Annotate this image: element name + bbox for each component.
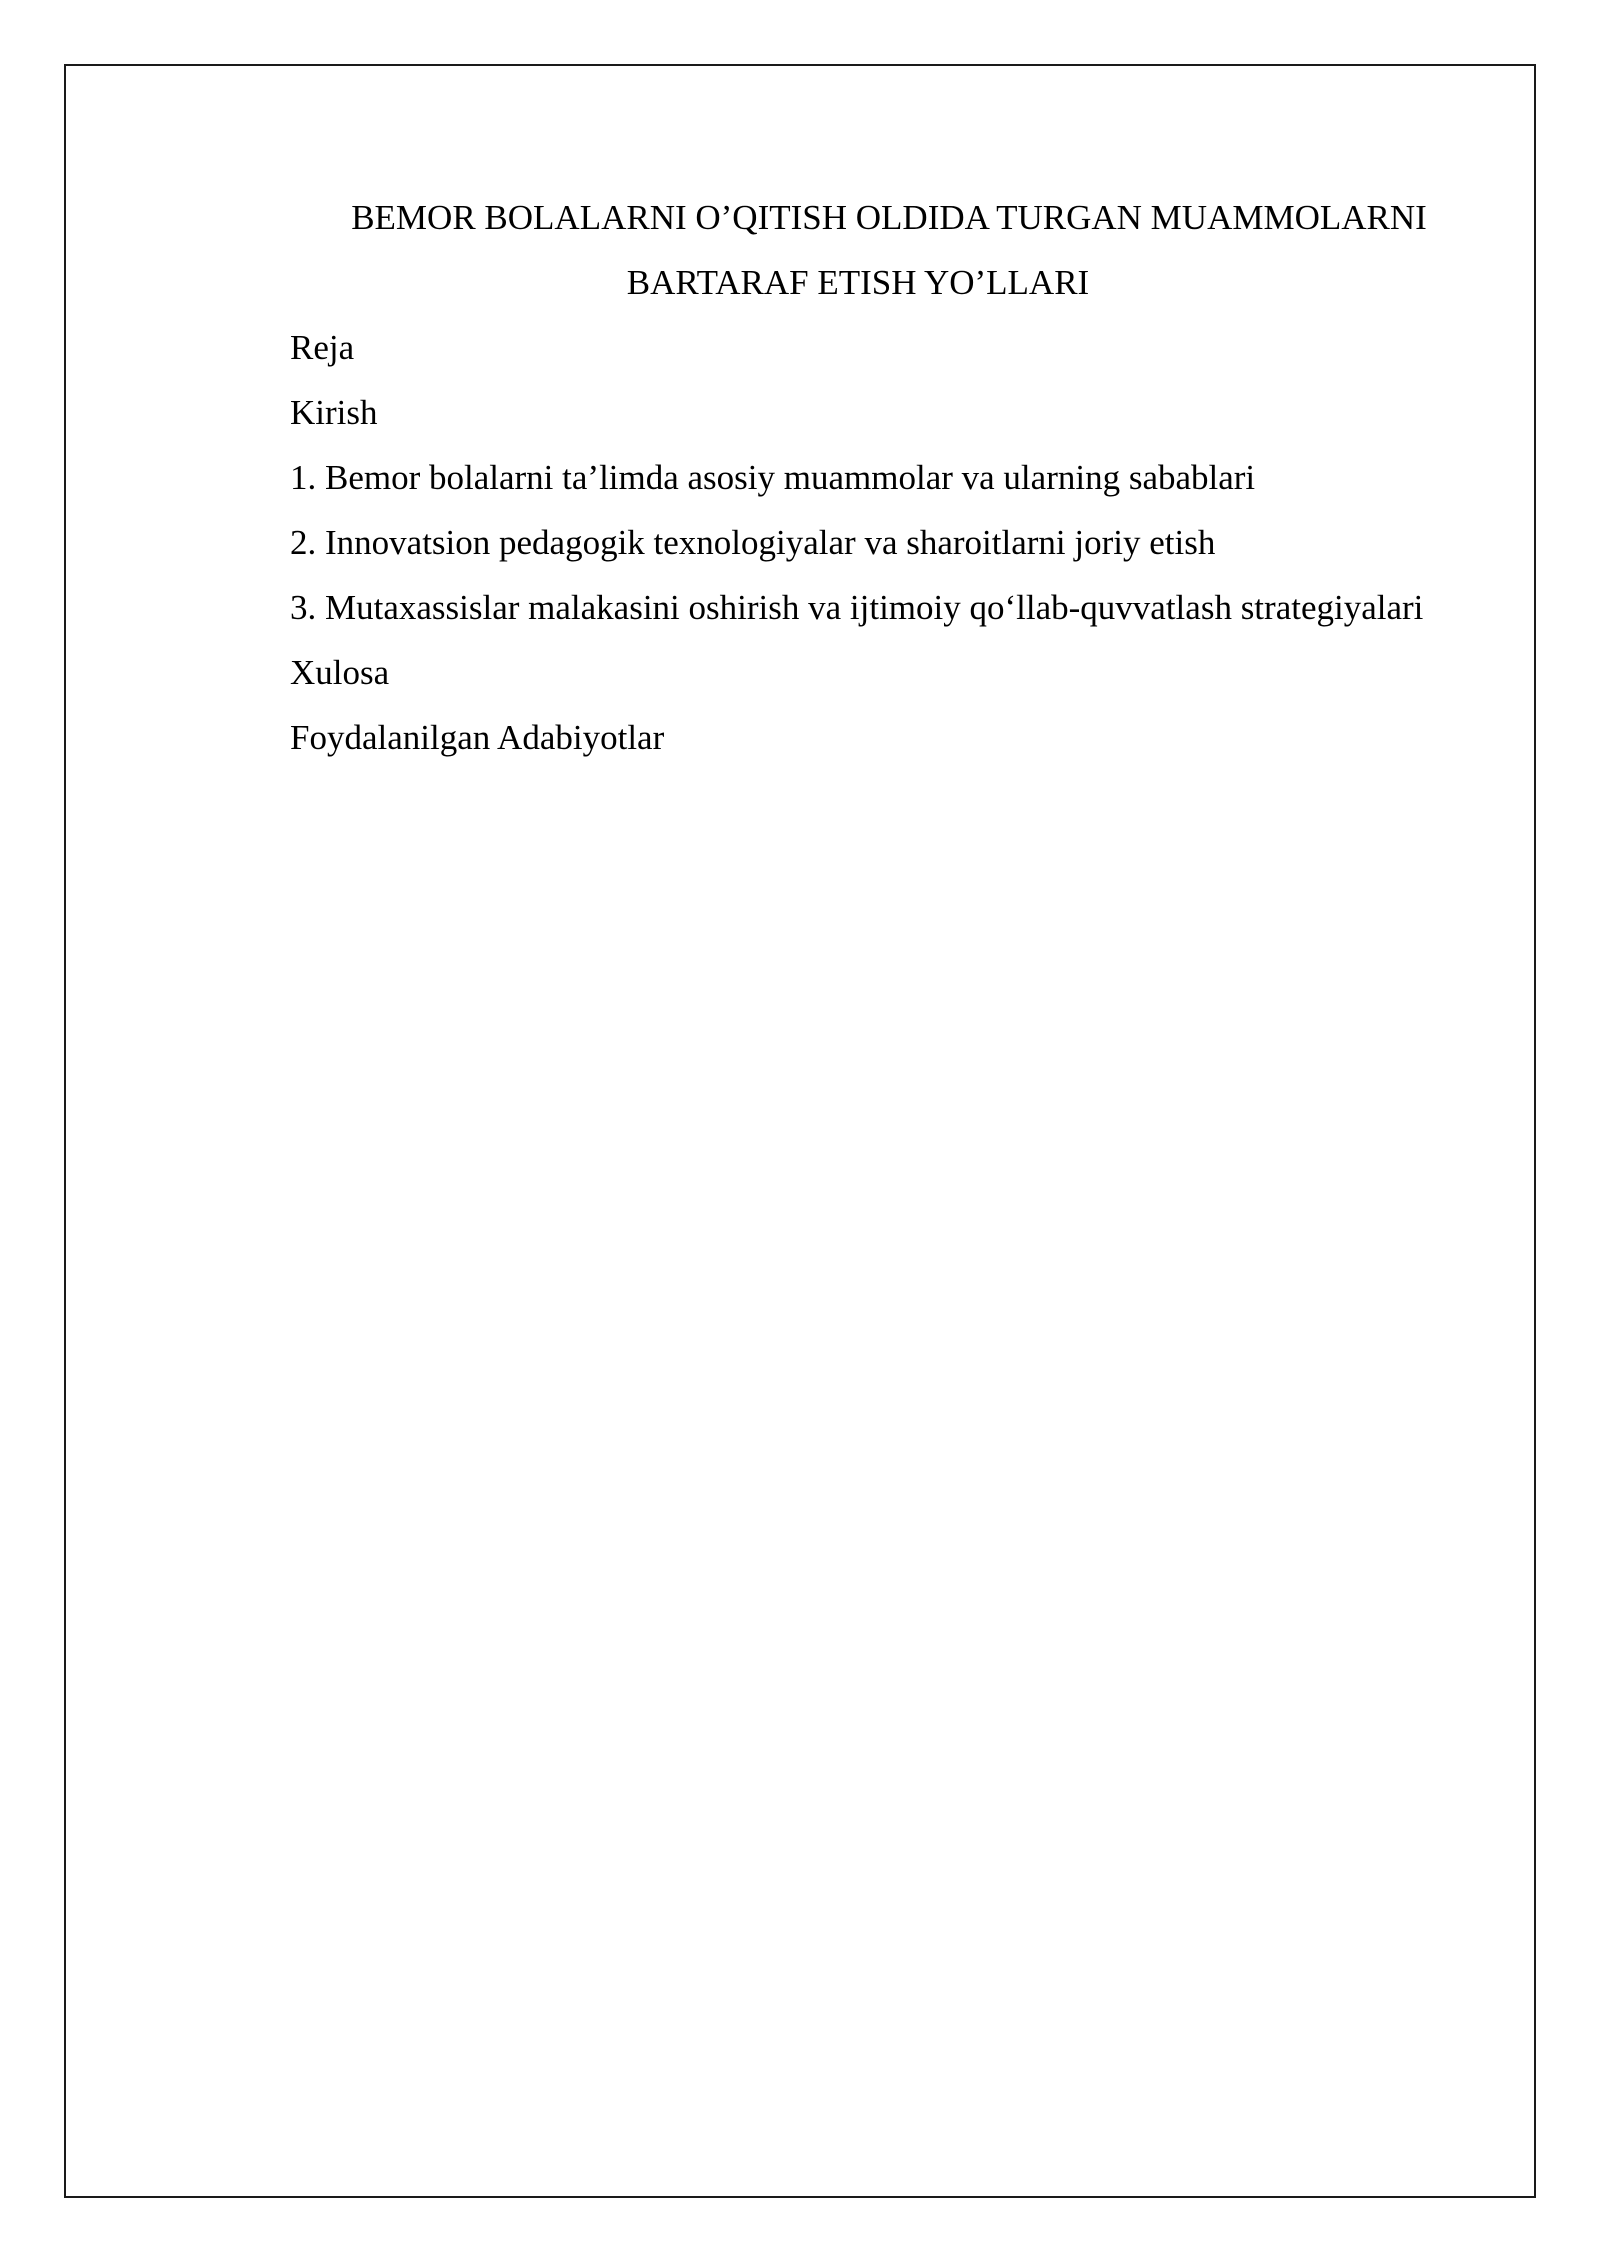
document-title-line-1: BEMOR BOLALARNI O’QITISH OLDIDA TURGAN MUAMMOLARNI — [351, 198, 1427, 237]
plan-item-introduction: Kirish — [290, 393, 378, 432]
plan-item-1: 1. Bemor bolalarni ta’limda asosiy muammolar va ularning sabablari — [290, 458, 1256, 497]
plan-item-2: 2. Innovatsion pedagogik texnologiyalar va sharoitlarni joriy etish — [290, 523, 1216, 562]
plan-item-3: 3. Mutaxassislar malakasini oshirish va ijtimoiy qo‘llab-quvvatlash strategiyalari — [290, 588, 1424, 627]
plan-heading: Reja — [290, 328, 355, 367]
plan-item-conclusion: Xulosa — [290, 653, 390, 692]
plan-item-references: Foydalanilgan Adabiyotlar — [290, 718, 665, 757]
document-title-line-2: BARTARAF ETISH YO’LLARI — [626, 263, 1090, 302]
document-body — [228, 185, 1488, 770]
